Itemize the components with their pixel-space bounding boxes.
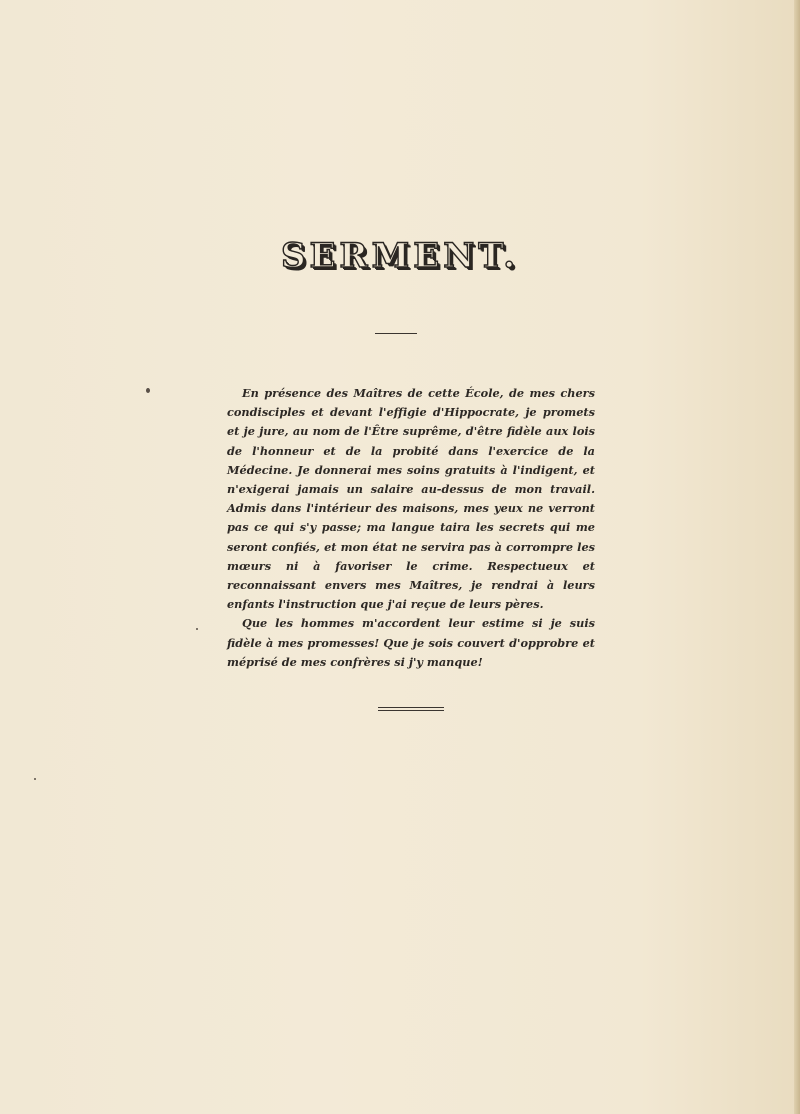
ink-speck [196,628,198,630]
oath-text [227,384,595,672]
divider-double [378,707,444,711]
divider-short [375,333,417,334]
page-title: SERMENT. [280,236,520,276]
ink-speck [146,388,150,393]
page-edge [794,0,800,1114]
oath-paragraph-2: Que les hommes m'accordent leur estime si je suis fidèle à mes promesses! Que je sois couvert d'opprobre et méprisé de mes confrères si j'y manque! [227,616,595,669]
oath-paragraph-1: En présence des Maîtres de cette École, de mes chers condisciples et devant l'effigie d'Hippocrate, je promets et je jure, au nom de l'Être suprême, d'être fidèle aux lois de l'honneur et de la probité dans l'exercice de la Médecine. Je donnerai mes soins gratuits à l'indigent, et n'exigerai jamais un salaire au-dessus de mon travail. Admis dans l'intérieur des maisons, mes yeux ne verront pas ce qui s'y passe; ma langue taira les secrets qui me seront confiés, et mon état ne servira pas à corrompre les mœurs ni à favoriser le crime. Respectueux et reconnaissant envers mes Maîtres, je rendrai à leurs enfants l'instruction que j'ai reçue de leurs pères. [227,386,595,612]
ink-speck [34,778,36,780]
